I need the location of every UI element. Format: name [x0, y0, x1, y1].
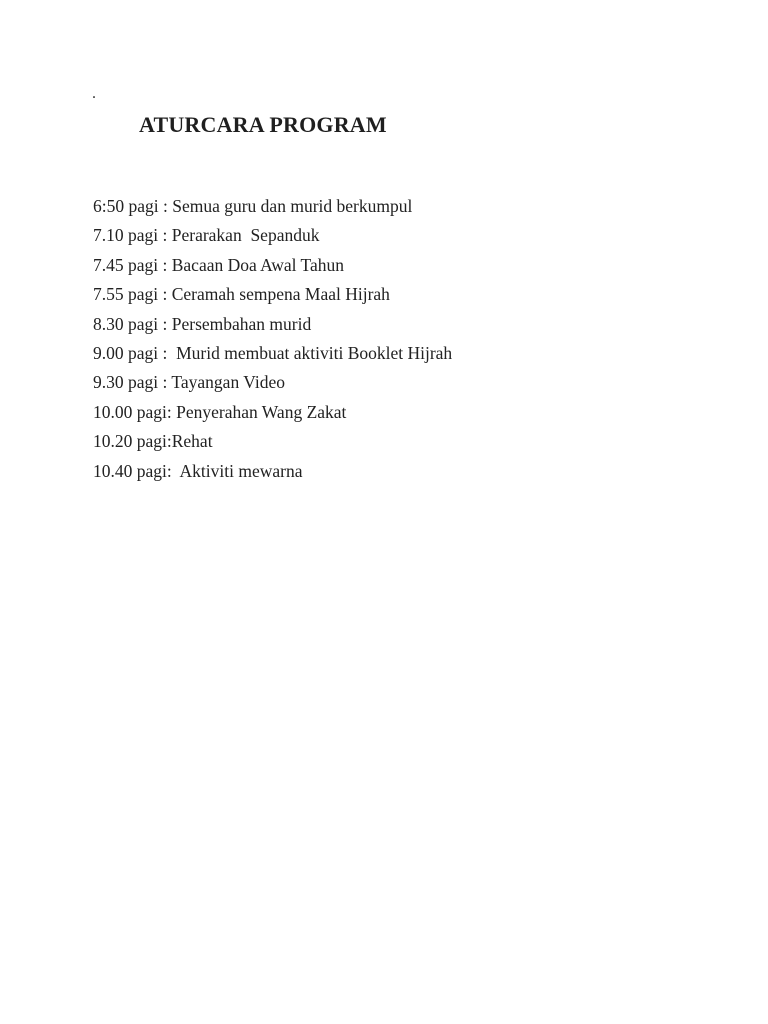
schedule-item: 10.40 pagi: Aktiviti mewarna: [93, 460, 303, 481]
schedule-item: 8.30 pagi : Persembahan murid: [93, 313, 312, 334]
schedule-item: 7.55 pagi : Ceramah sempena Maal Hijrah: [93, 284, 390, 305]
schedule-item: 9.00 pagi : Murid membuat aktiviti Booklet Hijrah: [93, 342, 453, 363]
schedule-list: [93, 193, 713, 487]
schedule-item: 7.45 pagi : Bacaan Doa Awal Tahun: [93, 254, 345, 275]
page-title: ATURCARA PROGRAM: [139, 112, 387, 137]
schedule-item: 6:50 pagi : Semua guru dan murid berkumpul: [93, 196, 413, 216]
schedule-item: 9.30 pagi : Tayangan Video: [93, 372, 285, 393]
schedule-item: 7.10 pagi : Perarakan Sepanduk: [93, 225, 320, 246]
schedule-item: 10.00 pagi: Penyerahan Wang Zakat: [93, 401, 347, 422]
leading-dot: .: [92, 85, 96, 102]
schedule-item: 10.20 pagi:Rehat: [93, 431, 213, 452]
